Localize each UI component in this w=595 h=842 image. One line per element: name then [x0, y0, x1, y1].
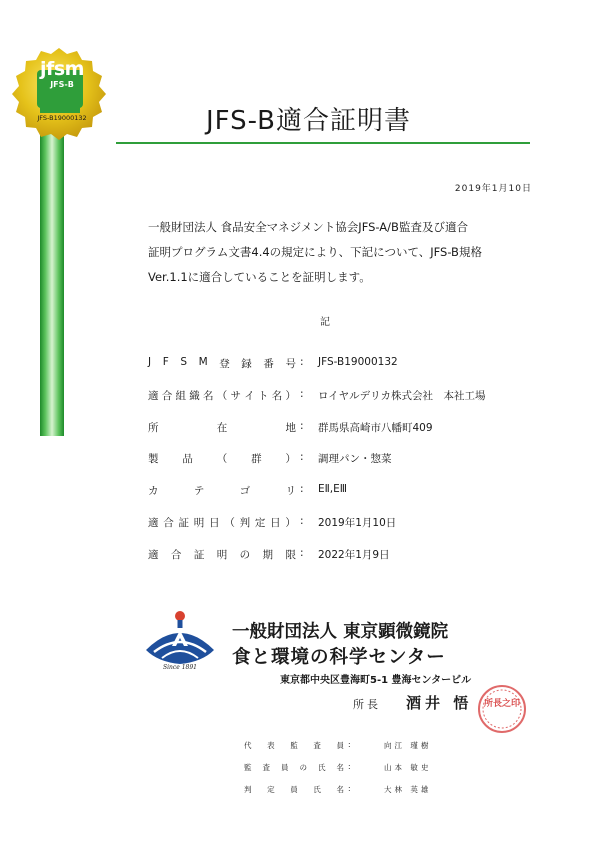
- official-name: 大林 英雄: [384, 785, 432, 794]
- official-row: [244, 762, 544, 784]
- official-label-char: 監: [290, 741, 298, 750]
- field-value: EⅡ,EⅢ: [318, 483, 348, 496]
- field-label-char: 名: [203, 389, 214, 402]
- field-label-char: 日: [209, 516, 220, 529]
- official-label-char: 定: [267, 785, 275, 794]
- body-line: 証明プログラム文書4.4の規定により、下記について、JFS-B規格: [148, 245, 482, 259]
- field-label-char: ）: [285, 516, 296, 529]
- official-name: 山本 敏史: [384, 763, 432, 772]
- field-label-char: 適: [148, 516, 159, 529]
- seal-sub-text: JFS-B: [50, 80, 74, 89]
- field-value: ロイヤルデリカ株式会社 本社工場: [318, 389, 486, 402]
- stamp-text: 所長之印: [483, 699, 520, 709]
- field-label-char: 地: [285, 421, 296, 434]
- field-label-char: ト: [258, 389, 269, 402]
- field-label-char: テ: [193, 485, 205, 498]
- field-row: [148, 388, 548, 420]
- field-colon: :: [300, 419, 304, 432]
- official-label-char: 査: [313, 741, 321, 750]
- director-title: 所長: [353, 698, 381, 711]
- field-value: 2022年1月9日: [318, 548, 390, 561]
- field-value: 調理パン・惣菜: [318, 453, 392, 466]
- field-label-char: 録: [241, 358, 252, 370]
- field-colon: :: [300, 483, 304, 496]
- field-label-char: 登: [219, 358, 230, 370]
- field-label-char: 証: [178, 516, 190, 529]
- issue-date: 2019年1月10日: [454, 184, 532, 194]
- field-label-char: F: [162, 356, 169, 368]
- official-colon: :: [348, 740, 351, 749]
- field-label-char: 日: [270, 516, 281, 529]
- official-label-char: 員: [281, 763, 289, 772]
- official-label: [244, 784, 344, 795]
- official-label-char: 名: [336, 785, 344, 794]
- organization-name-line2: 食と環境の科学センター: [232, 647, 446, 668]
- official-label-char: 名: [336, 763, 344, 772]
- official-label-char: 氏: [318, 763, 326, 772]
- field-label: [148, 388, 296, 403]
- field-label-char: 番: [263, 358, 274, 370]
- field-label-char: 明: [193, 516, 205, 529]
- official-name: 向江 瑾樹: [384, 741, 432, 750]
- official-label-char: 代: [244, 741, 252, 750]
- field-label-char: 限: [285, 548, 296, 561]
- field-colon: :: [300, 451, 304, 464]
- field-value: JFS-B19000132: [318, 356, 398, 368]
- logo-caption: Since 1891: [163, 664, 197, 671]
- field-label-char: リ: [285, 485, 296, 498]
- official-row: [244, 740, 544, 762]
- field-label-char: 期: [262, 548, 274, 561]
- official-label-char: 氏: [313, 785, 321, 794]
- field-label-char: 所: [148, 421, 159, 434]
- official-label: [244, 762, 344, 773]
- field-label-char: 合: [170, 548, 182, 561]
- field-label: [148, 420, 296, 435]
- field-label-char: 合: [163, 516, 174, 529]
- field-label-char: 合: [161, 389, 173, 402]
- certificate-fields: [148, 356, 548, 579]
- field-label-char: J: [148, 356, 152, 368]
- field-label-char: （: [216, 389, 228, 402]
- official-label-char: 員: [336, 741, 344, 750]
- field-value: 2019年1月10日: [318, 516, 397, 529]
- official-label-char: の: [299, 763, 307, 772]
- field-label-char: 定: [254, 516, 266, 529]
- title-underline: [116, 142, 530, 144]
- green-ribbon: [40, 118, 64, 436]
- field-row: [148, 547, 548, 579]
- field-label-char: 群: [251, 453, 262, 466]
- official-colon: :: [348, 762, 351, 771]
- field-label-char: S: [180, 356, 187, 368]
- field-label-char: 証: [193, 548, 205, 561]
- field-label: [148, 451, 296, 466]
- official-stamp-icon: [476, 683, 528, 735]
- field-label-char: 名: [271, 389, 283, 402]
- field-label: [148, 356, 296, 371]
- field-label: [148, 515, 296, 530]
- field-label-char: ）: [285, 453, 296, 466]
- field-label-char: イ: [244, 389, 255, 402]
- body-line: 一般財団法人 食品安全マネジメント協会JFS-A/B監査及び適合: [148, 220, 468, 234]
- field-label-char: M: [198, 356, 208, 368]
- field-label-char: サ: [230, 389, 241, 402]
- field-label-char: カ: [148, 485, 159, 498]
- officials-list: [244, 740, 544, 806]
- official-label: [244, 740, 344, 751]
- field-colon: :: [300, 387, 304, 400]
- field-label-char: 明: [216, 548, 228, 561]
- field-label-char: 適: [148, 389, 159, 402]
- field-label-char: 織: [189, 389, 200, 402]
- official-label-char: 監: [244, 763, 252, 772]
- field-label-char: 組: [175, 389, 186, 402]
- field-row: [148, 420, 548, 452]
- official-colon: :: [348, 784, 351, 793]
- official-label-char: 員: [290, 785, 298, 794]
- field-label-char: 適: [148, 548, 159, 561]
- field-row: [148, 356, 548, 388]
- official-label-char: 表: [267, 741, 275, 750]
- field-colon: :: [300, 356, 304, 368]
- field-label-char: （: [224, 516, 235, 529]
- body-line: Ver.1.1に適合していることを証明します。: [148, 270, 371, 284]
- seal-logo-text: jfsm: [40, 58, 84, 80]
- field-label-char: ゴ: [239, 485, 251, 498]
- official-row: [244, 784, 544, 806]
- field-label-char: 品: [182, 453, 193, 466]
- field-value: 群馬県高崎市八幡町409: [318, 421, 433, 434]
- page-title: JFS-B適合証明書: [206, 106, 411, 136]
- field-label-char: ）: [285, 389, 296, 402]
- field-label-char: 製: [148, 453, 159, 466]
- official-label-char: 査: [262, 763, 270, 772]
- field-label-char: 判: [239, 516, 251, 529]
- field-colon: :: [300, 514, 304, 527]
- ki-marker: 記: [320, 317, 330, 328]
- field-colon: :: [300, 546, 304, 559]
- field-label: [148, 483, 296, 498]
- field-row: [148, 483, 548, 515]
- field-label-char: の: [239, 548, 251, 561]
- organization-address: 東京都中央区豊海町5-1 豊海センタービル: [280, 675, 472, 686]
- organization-name-line1: 一般財団法人 東京顕微鏡院: [232, 622, 449, 642]
- field-label-char: 在: [216, 421, 228, 434]
- field-row: [148, 515, 548, 547]
- seal-id-text: JFS-B19000132: [37, 114, 87, 122]
- certificate-body: [148, 215, 528, 290]
- director-name: 酒井 悟: [406, 694, 473, 712]
- field-label-char: 号: [285, 358, 296, 370]
- field-label-char: （: [216, 453, 228, 466]
- field-label: [148, 547, 296, 562]
- field-row: [148, 451, 548, 483]
- official-label-char: 判: [244, 785, 252, 794]
